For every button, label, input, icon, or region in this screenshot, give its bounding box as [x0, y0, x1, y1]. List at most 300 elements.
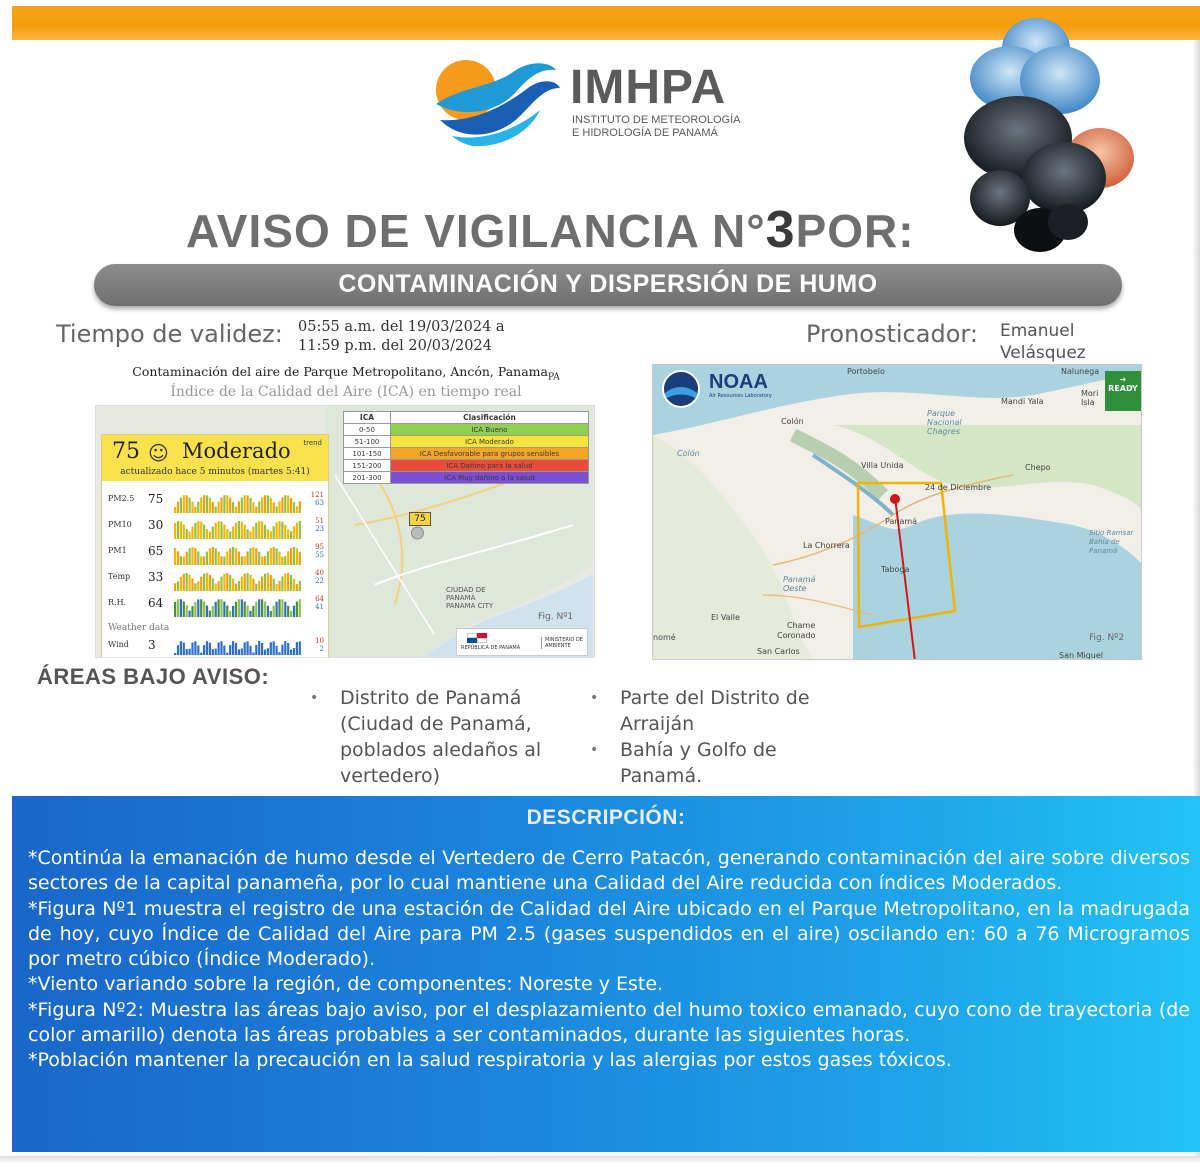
sparkline-bar — [287, 529, 289, 539]
sparkline-bar — [293, 547, 295, 565]
sparkline-bar — [186, 495, 188, 513]
sparkline-bar — [267, 495, 269, 513]
sparkline-bar — [226, 573, 228, 591]
noaa-brand: NOAA — [709, 371, 768, 393]
aqi-metric-row — [108, 491, 326, 511]
area-item: • Bahía y Golfo de Panamá. — [590, 737, 860, 789]
sparkline-bar — [241, 577, 243, 591]
wind-bar — [281, 645, 283, 655]
metric-min: 55 — [315, 551, 324, 559]
ica-class: ICA Dañino para la salud — [390, 460, 588, 472]
sparkline-bar — [241, 599, 243, 617]
wind-bar — [200, 653, 202, 655]
figure1-air-quality — [95, 405, 595, 658]
sparkline-bar — [212, 527, 214, 539]
title-prefix: AVISO DE VIGILANCIA N° — [186, 205, 766, 257]
sparkline-bar — [284, 495, 286, 513]
wind-bar — [247, 641, 249, 655]
sparkline-bar — [296, 506, 298, 513]
sparkline-bar — [183, 557, 185, 565]
sparkline-bar — [258, 581, 260, 591]
sparkline-bar — [226, 551, 228, 565]
sparkline-bar — [249, 498, 251, 513]
sparkline-bar — [241, 522, 243, 539]
wind-min: 2 — [319, 645, 324, 653]
sparkline-bar — [180, 577, 182, 591]
ica-class: ICA Bueno — [390, 424, 588, 436]
figure2-tag: Fig. Nº2 — [1089, 633, 1125, 643]
sparkline-bar — [197, 521, 199, 539]
sparkline-bar — [299, 501, 301, 513]
wind-bar — [255, 645, 257, 655]
sparkline-bar — [194, 548, 196, 565]
sparkline-bar — [189, 498, 191, 513]
sparkline-bar — [229, 575, 231, 591]
sparkline-bar — [261, 522, 263, 539]
description-paragraph: *Figura Nº1 muestra el registro de una estación de Calidad del Aire ubicado en el Parque Metropolitano, en la madrugada de hoy, cuyo Índice de Calidad del Aire para PM 2.5 (gases suspendidos en el aire) oscilando en: 60 a 76 Microgramos por metro cúbico (Índice Moderado). — [28, 897, 1190, 971]
ica-range: 101-150 — [344, 448, 391, 460]
figure1-tag: Fig. Nº1 — [538, 612, 574, 622]
sparkline-bar — [197, 581, 199, 591]
figure1-subtitle: Índice de la Calidad del Aire (ICA) en tiempo real — [170, 383, 522, 400]
sparkline-bar — [197, 551, 199, 565]
aqi-category: Moderado — [182, 439, 291, 463]
validity-end: 11:59 p.m. del 20/03/2024 — [298, 338, 492, 354]
sparkline-bar — [223, 601, 225, 617]
sparkline-bar — [249, 575, 251, 591]
sparkline-bar — [209, 532, 211, 539]
ica-class: ICA Desfavorable para grupos sensibles — [390, 448, 588, 460]
ica-row — [344, 448, 589, 460]
wind-bar — [241, 648, 243, 655]
forecaster-name — [1000, 320, 1140, 364]
sparkline-bar — [212, 606, 214, 617]
wind-bar — [252, 652, 254, 655]
ministry-label: MINISTERIO DE AMBIENTE — [541, 637, 585, 649]
sparkline-bar — [186, 573, 188, 591]
wind-bar — [229, 645, 231, 655]
wind-bar — [174, 653, 176, 655]
sparkline-bar — [249, 531, 251, 539]
figure2-trajectory-map — [652, 364, 1142, 660]
logo-name: IMHPA — [570, 61, 727, 114]
sparkline-bar — [247, 551, 249, 565]
sparkline-bar — [212, 578, 214, 591]
sparkline-bar — [174, 602, 176, 617]
sparkline-bar — [247, 573, 249, 591]
sparkline-bar — [281, 599, 283, 617]
sparkline-bar — [238, 581, 240, 591]
sparkline-bar — [206, 552, 208, 565]
metric-min: 63 — [315, 499, 324, 507]
metric-label: PM10 — [108, 520, 132, 529]
figure1-title — [96, 364, 596, 383]
place-san-miguel: San Miguel — [1059, 651, 1104, 660]
sparkline-bar — [180, 599, 182, 617]
page-title — [186, 200, 915, 260]
sparkline-bar — [177, 581, 179, 591]
city-label-line2: PANAMÁ — [446, 594, 476, 602]
sparkline-bar — [252, 606, 254, 617]
areas-title: ÁREAS BAJO AVISO: — [37, 664, 270, 689]
sparkline-bar — [194, 583, 196, 591]
sparkline-bar — [290, 575, 292, 591]
sparkline-bar — [206, 606, 208, 617]
description-paragraph: *Viento variando sobre la región, de componentes: Noreste y Este. — [28, 973, 664, 996]
wind-bar — [189, 649, 191, 655]
sparkline-bar — [278, 581, 280, 591]
smoke-plume-illustration — [940, 8, 1160, 258]
wind-bar — [226, 653, 228, 655]
metric-range — [315, 595, 324, 611]
sparkline-bar — [241, 497, 243, 513]
sparkline-bar — [191, 527, 193, 539]
sparkline-bar — [287, 495, 289, 513]
aqi-station-card — [101, 434, 329, 658]
metric-value: 65 — [148, 544, 164, 558]
metric-sparkline — [174, 491, 304, 513]
sparkline-bar — [278, 552, 280, 565]
sparkline-bar — [203, 574, 205, 591]
sparkline-bar — [284, 602, 286, 617]
sparkline-bar — [220, 556, 222, 565]
sparkline-bar — [209, 575, 211, 591]
sparkline-bar — [258, 552, 260, 565]
sparkline-bar — [194, 523, 196, 539]
sparkline-bar — [186, 529, 188, 539]
wind-bar — [293, 648, 295, 655]
sparkline-bar — [252, 502, 254, 513]
sparkline-bar — [183, 495, 185, 513]
sparkline-bar — [249, 611, 251, 617]
sparkline-bar — [247, 529, 249, 539]
sparkline-bar — [273, 547, 275, 565]
sparkline-bar — [229, 498, 231, 513]
sparkline-bar — [200, 599, 202, 617]
sparkline-bar — [200, 522, 202, 539]
wind-bar — [203, 645, 205, 655]
sparkline-bar — [238, 502, 240, 513]
sparkline-bar — [218, 581, 220, 591]
wind-bar — [218, 642, 220, 655]
sparkline-bar — [287, 606, 289, 617]
sparkline-bar — [296, 602, 298, 617]
wind-bar — [238, 649, 240, 655]
description-paragraph: *Continúa la emanación de humo desde el Vertedero de Cerro Patacón, generando contaminación del aire sobre diversos sectores de la capital panameña, por lo cual mantiene una Calidad del Aire reducida con índices Moderados. — [28, 847, 1190, 895]
aqi-metric-row — [108, 543, 326, 563]
wind-range — [315, 637, 324, 653]
ica-row — [344, 436, 589, 448]
metric-label: PM1 — [108, 546, 127, 555]
imhpa-logo — [432, 58, 762, 148]
metric-label: PM2.5 — [108, 494, 135, 503]
station-marker[interactable]: 75 — [409, 512, 431, 526]
sparkline-bar — [200, 498, 202, 513]
validity-label: Tiempo de validez: — [56, 320, 283, 348]
sparkline-bar — [197, 502, 199, 513]
sparkline-bar — [261, 576, 263, 591]
place-mori-isla: Mori Isla — [1081, 389, 1099, 407]
metric-sparkline — [174, 595, 304, 617]
wind-bar — [264, 650, 266, 655]
sparkline-bar — [215, 523, 217, 539]
sparkline-bar — [218, 599, 220, 617]
sparkline-bar — [220, 577, 222, 591]
metric-range — [315, 569, 324, 585]
sparkline-bar — [232, 547, 234, 565]
sparkline-bar — [220, 497, 222, 513]
sparkline-bar — [296, 584, 298, 591]
sparkline-bar — [174, 507, 176, 513]
metric-label: Temp — [108, 572, 131, 581]
wind-bar — [194, 641, 196, 655]
sparkline-bar — [212, 547, 214, 565]
metric-value: 30 — [148, 518, 164, 532]
sparkline-bar — [273, 606, 275, 617]
sparkline-bar — [255, 548, 257, 565]
sparkline-bar — [281, 497, 283, 513]
sparkline-bar — [223, 495, 225, 513]
wind-bar — [186, 649, 188, 655]
sparkline-bar — [287, 573, 289, 591]
sparkline-bar — [255, 523, 257, 539]
metric-range — [311, 491, 324, 507]
wind-bar — [284, 641, 286, 655]
sparkline-bar — [177, 551, 179, 565]
description-panel — [12, 796, 1200, 1152]
sparkline-bar — [258, 521, 260, 539]
wind-bar — [267, 648, 269, 655]
sparkline-bar — [252, 547, 254, 565]
metric-min: 41 — [315, 603, 324, 611]
sparkline-bar — [235, 584, 237, 591]
place-mandi-yala: Mandi Yala — [1001, 397, 1044, 406]
sparkline-bar — [215, 584, 217, 591]
area-item: • Parte del Distrito de Arraiján — [590, 685, 860, 737]
sparkline-bar — [276, 602, 278, 617]
sparkline-bar — [218, 521, 220, 539]
sparkline-bar — [264, 574, 266, 591]
sparkline-bar — [232, 606, 234, 617]
validity-start: 05:55 a.m. del 19/03/2024 a — [298, 319, 505, 335]
sparkline-bar — [235, 602, 237, 617]
sparkline-bar — [235, 507, 237, 513]
subtitle-banner — [94, 264, 1122, 306]
sparkline-bar — [276, 584, 278, 591]
city-label-line3: PANAMA CITY — [446, 602, 494, 610]
sparkline-bar — [293, 526, 295, 539]
place-portobelo: Portobelo — [847, 367, 885, 376]
forecaster-first-name: Emanuel — [1000, 321, 1075, 341]
trend-label: trend — [303, 439, 322, 447]
panama-flag-icon — [467, 633, 487, 643]
sparkline-bar — [215, 602, 217, 617]
place-chame: Chame — [787, 621, 816, 630]
sparkline-bar — [180, 498, 182, 513]
aqi-metric-row — [108, 595, 326, 615]
place-colon-province: Colón — [677, 449, 700, 458]
sparkline-bar — [293, 502, 295, 513]
sparkline-bar — [186, 605, 188, 617]
sparkline-bar — [197, 599, 199, 617]
logo-sub-line2: E HIDROLOGÍA DE PANAMÁ — [572, 127, 718, 139]
sparkline-bar — [281, 576, 283, 591]
sparkline-bar — [238, 599, 240, 617]
ica-range: 151-200 — [344, 460, 391, 472]
sparkline-bar — [264, 525, 266, 539]
wind-bar — [296, 642, 298, 655]
wind-value: 3 — [148, 638, 156, 652]
place-villa-unida: Villa Unida — [861, 461, 904, 470]
wind-bar — [197, 645, 199, 655]
metric-value: 64 — [148, 596, 164, 610]
sparkline-bar — [278, 599, 280, 617]
place-coronado: Coronado — [777, 631, 816, 640]
sparkline-bar — [287, 551, 289, 565]
wind-bar — [273, 641, 275, 655]
sparkline-bar — [226, 529, 228, 539]
sparkline-bar — [244, 556, 246, 565]
sparkline-bar — [189, 532, 191, 539]
sparkline-bar — [261, 599, 263, 617]
sparkline-bar — [273, 502, 275, 513]
sparkline-bar — [258, 599, 260, 617]
sparkline-bar — [194, 507, 196, 513]
sparkline-bar — [299, 552, 301, 565]
wind-bar — [232, 641, 234, 655]
wind-bar — [215, 649, 217, 655]
wind-sparkline — [174, 637, 304, 655]
wind-bar — [276, 646, 278, 655]
sparkline-bar — [194, 602, 196, 617]
sparkline-bar — [267, 551, 269, 565]
wind-bar — [244, 642, 246, 655]
metric-sparkline — [174, 517, 304, 539]
sparkline-bar — [191, 606, 193, 617]
sparkline-bar — [264, 495, 266, 513]
sparkline-bar — [290, 548, 292, 565]
sparkline-bar — [261, 557, 263, 565]
sparkline-bar — [191, 578, 193, 591]
wind-bar — [206, 641, 208, 655]
sparkline-bar — [273, 526, 275, 539]
sparkline-bar — [296, 523, 298, 539]
wind-bar — [180, 641, 182, 655]
sparkline-bar — [276, 548, 278, 565]
metric-range — [315, 517, 324, 533]
sparkline-bar — [252, 579, 254, 591]
sparkline-bar — [209, 498, 211, 513]
wind-bar — [249, 646, 251, 655]
sparkline-bar — [244, 574, 246, 591]
wind-bar — [212, 649, 214, 655]
place-24-diciembre: 24 de Diciembre — [925, 483, 992, 492]
sparkline-bar — [183, 601, 185, 617]
noaa-emblem-icon — [661, 369, 701, 409]
ica-row — [344, 472, 589, 484]
bottom-edge — [0, 1156, 1200, 1164]
logo-subtitle — [572, 114, 772, 140]
classification-col-header: Clasificación — [390, 412, 588, 424]
wind-bar — [258, 641, 260, 655]
subtitle-text: CONTAMINACIÓN Y DISPERSIÓN DE HUMO — [338, 270, 878, 298]
ica-class: ICA Muy dañino a la salud — [390, 472, 588, 484]
sparkline-bar — [276, 506, 278, 513]
sparkline-bar — [189, 575, 191, 591]
city-label — [446, 586, 493, 610]
figure1-title-text: Contaminación del aire de Parque Metropolitano, Ancón, Panama — [132, 364, 548, 379]
sparkline-bar — [209, 548, 211, 565]
sparkline-bar — [261, 497, 263, 513]
aqi-metric-row — [108, 569, 326, 589]
sparkline-bar — [241, 556, 243, 565]
description-text — [28, 846, 1190, 1074]
sparkline-bar — [223, 574, 225, 591]
sparkline-bar — [226, 495, 228, 513]
sparkline-bar — [244, 495, 246, 513]
wind-bar — [223, 646, 225, 655]
sparkline-bar — [203, 601, 205, 617]
place-taboga: Taboga — [881, 565, 910, 574]
sparkline-bar — [290, 611, 292, 617]
sparkline-bar — [203, 525, 205, 539]
metric-max: 64 — [315, 595, 324, 603]
sparkline-bar — [183, 524, 185, 539]
wind-bar — [177, 645, 179, 655]
sparkline-bar — [284, 556, 286, 565]
place-colon: Colón — [781, 417, 804, 426]
metric-max: 51 — [315, 517, 324, 525]
sparkline-bar — [189, 611, 191, 617]
noaa-subtitle: Air Resources Laboratory — [709, 393, 772, 399]
sparkline-bar — [296, 548, 298, 565]
wind-bar — [287, 643, 289, 655]
sparkline-bar — [270, 531, 272, 539]
description-paragraph: *Población mantener la precaución en la salud respiratoria y las alergias por estos gases tóxicos. — [28, 1049, 952, 1072]
aqi-metric-row — [108, 517, 326, 537]
ica-class: ICA Moderado — [390, 436, 588, 448]
sparkline-bar — [293, 579, 295, 591]
sparkline-bar — [200, 556, 202, 565]
wind-row — [108, 637, 326, 657]
sparkline-bar — [255, 507, 257, 513]
wind-bar — [209, 643, 211, 655]
aqi-value: 75 — [112, 439, 140, 464]
sparkline-bar — [180, 556, 182, 565]
place-panama-oeste: Panamá Oeste — [783, 575, 816, 593]
sparkline-bar — [290, 498, 292, 513]
sparkline-bar — [177, 521, 179, 539]
sparkline-bar — [284, 574, 286, 591]
place-la-chorrera: La Chorrera — [803, 541, 850, 550]
ica-range: 51-100 — [344, 436, 391, 448]
place-el-valle: El Valle — [711, 613, 740, 622]
forecaster-last-name: Velásquez — [1000, 343, 1086, 363]
areas-list-col2 — [590, 685, 860, 789]
sparkline-bar — [174, 523, 176, 539]
metric-sparkline — [174, 543, 304, 565]
metric-range — [315, 543, 324, 559]
description-title: DESCRIPCIÓN: — [526, 806, 686, 829]
sparkline-bar — [238, 552, 240, 565]
wind-bar — [261, 643, 263, 655]
sparkline-bar — [174, 583, 176, 591]
sparkline-bar — [255, 584, 257, 591]
sparkline-bar — [220, 522, 222, 539]
sparkline-bar — [270, 548, 272, 565]
sparkline-bar — [180, 522, 182, 539]
sparkline-bar — [229, 548, 231, 565]
